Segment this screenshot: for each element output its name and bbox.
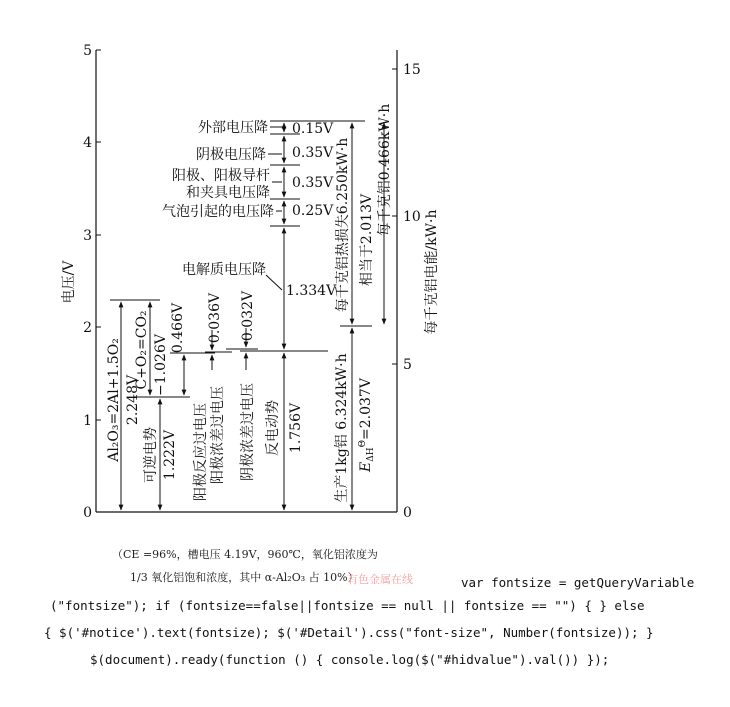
layer-label-anode-line2: 和夹具电压降: [186, 185, 270, 201]
layer-value-external: 0.15V: [292, 121, 334, 137]
total-reaction-label: Al₂O₃=2Al+1.5O₂: [106, 338, 122, 462]
code-line-3: { $('#notice').text(fontsize); $('#Detail').css("font-size", Number(fontsize)); }: [44, 625, 654, 640]
left-tick-label: 0: [83, 505, 92, 521]
enthalpy-superscript: Θ: [358, 439, 368, 448]
co2-reaction-label: C+O₂=CO₂: [134, 310, 150, 390]
anode-concentration-value: 0.036V: [207, 292, 223, 344]
code-line-1: var fontsize = getQueryVariable: [461, 575, 695, 590]
right-tick-label: 15: [403, 62, 421, 78]
layer-label-electrolyte: 电解质电压降: [182, 262, 266, 278]
right-tick-label: 0: [403, 505, 412, 521]
anode-reaction-overpotential-label: 阳极反应过电压: [193, 403, 209, 501]
total-reaction-value: 2.248V: [125, 374, 141, 426]
reversible-potential-value: 1.222V: [162, 429, 178, 481]
enthalpy-value: =2.037V: [358, 378, 374, 440]
layer-value-electrolyte: 1.334V: [286, 283, 337, 299]
cathode-concentration-overpotential-label: 阴极浓差过电压: [240, 383, 256, 481]
enthalpy-symbol: E: [358, 461, 374, 472]
heat-loss-label: 每千克铝热损失6.250kW·h: [335, 137, 351, 313]
layer-label-cathode: 阴极电压降: [196, 147, 266, 163]
cathode-concentration-value: 0.032V: [240, 290, 256, 342]
layer-label-external: 外部电压降: [198, 120, 268, 136]
right-axis-label: 每千克铝电能/kW·h: [424, 209, 440, 335]
back-emf-label: 反电动势: [265, 400, 281, 456]
right-tick-label: 10: [403, 209, 421, 225]
left-tick-label: 3: [83, 228, 92, 244]
right-tick-label: 5: [403, 357, 412, 373]
left-tick-label: 2: [83, 320, 92, 336]
per-kg-energy-label: 每千克铝0.466kW·h: [377, 103, 393, 237]
left-tick-label: 5: [83, 43, 92, 59]
watermark: 有色金属在线: [347, 573, 413, 586]
figure-caption-line2: 1/3 氧化铝饱和浓度，其中 α-Al₂O₃ 占 10%）: [130, 571, 359, 584]
reversible-potential-label: 可逆电势: [143, 427, 159, 483]
figure-caption-line1: （CE =96%，槽电压 4.19V，960℃，氧化铝浓度为: [112, 548, 378, 561]
production-energy-label: 生产1kg铝 6.324kW·h: [334, 353, 350, 503]
back-emf-value: 1.756V: [288, 402, 304, 454]
layer-value-anode: 0.35V: [292, 175, 334, 191]
left-axis-label: 电压/V: [61, 260, 77, 304]
anode-concentration-overpotential-label: 阳极浓差过电压: [210, 386, 226, 484]
code-line-4: $(document).ready(function () { console.log($("#hidvalue").val()) });: [90, 652, 610, 667]
layer-value-bubble: 0.25V: [292, 203, 334, 219]
left-axis-ticks: [96, 50, 101, 512]
enthalpy-voltage-label: [358, 377, 376, 473]
enthalpy-subscript: ΔH: [366, 447, 376, 462]
layer-value-cathode: 0.35V: [292, 145, 334, 161]
code-line-2: ("fontsize"); if (fontsize==false||fontsize == null || fontsize == "") { } else: [50, 598, 645, 613]
anode-reaction-value: 0.466V: [170, 302, 186, 354]
layer-label-anode-line1: 阳极、阳极导杆: [172, 168, 270, 184]
left-tick-label: 1: [83, 413, 92, 429]
equivalent-voltage-label: 相当于2.013V: [359, 193, 375, 287]
left-tick-label: 4: [83, 135, 92, 151]
co2-reaction-value: −1.026V: [153, 334, 169, 396]
layer-label-bubble: 气泡引起的电压降: [162, 204, 274, 220]
